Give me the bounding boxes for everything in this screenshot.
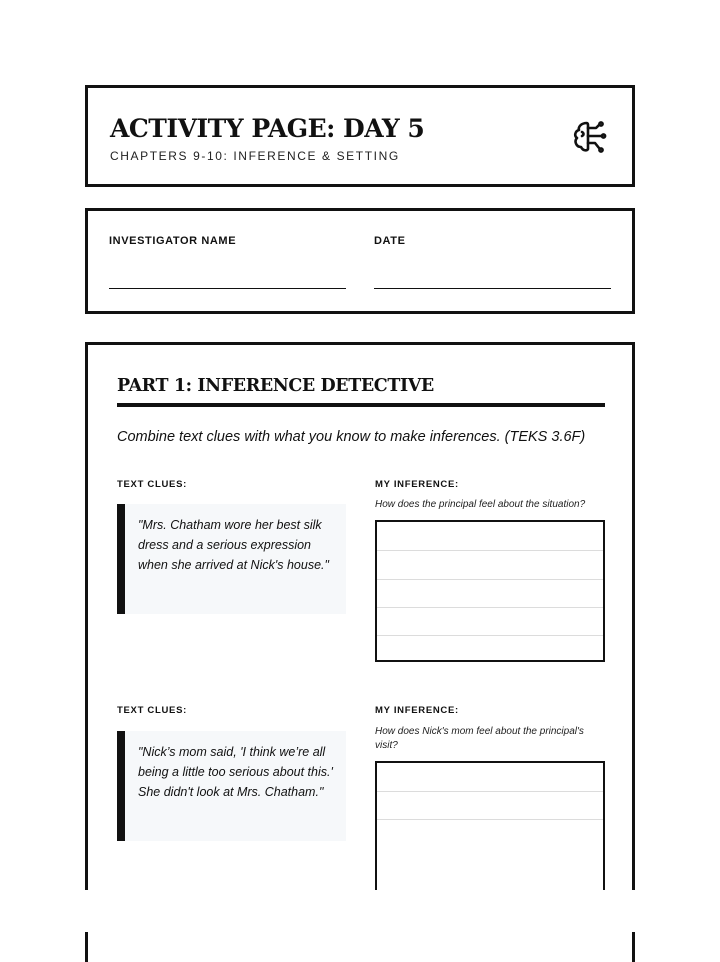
- writing-line: [377, 635, 603, 636]
- page-title: ACTIVITY PAGE: DAY 5: [110, 114, 425, 143]
- part1-card: [85, 342, 635, 962]
- date-label: DATE: [374, 235, 406, 247]
- inference-question: How does Nick's mom feel about the principal's visit?: [375, 726, 584, 751]
- writing-line: [377, 550, 603, 551]
- brain-icon: [572, 119, 608, 155]
- heading-divider: [117, 403, 605, 407]
- investigator-name-label: INVESTIGATOR NAME: [109, 235, 237, 247]
- investigator-name-field[interactable]: [109, 288, 346, 289]
- my-inference-label: MY INFERENCE:: [375, 705, 459, 716]
- writing-line: [377, 579, 603, 580]
- student-info-card: [85, 208, 635, 314]
- text-clue-quote: [117, 731, 346, 841]
- inference-answer-box[interactable]: [375, 520, 605, 662]
- writing-line: [377, 819, 603, 820]
- text-clue-quote: [117, 504, 346, 614]
- writing-line: [377, 791, 603, 792]
- quote-text: "Mrs. Chatham wore her best silk dress and a serious expression when she arrived at Nick's house.": [138, 518, 329, 572]
- text-clues-label: TEXT CLUES:: [117, 705, 187, 716]
- text-clues-label: TEXT CLUES:: [117, 479, 187, 490]
- page-cutoff: [0, 890, 720, 932]
- header-card: [85, 85, 635, 187]
- part1-heading: PART 1: INFERENCE DETECTIVE: [117, 376, 434, 396]
- date-field[interactable]: [374, 288, 611, 289]
- writing-line: [377, 607, 603, 608]
- inference-question: How does the principal feel about the situation?: [375, 499, 586, 510]
- my-inference-label: MY INFERENCE:: [375, 479, 459, 490]
- page-subtitle: CHAPTERS 9-10: INFERENCE & SETTING: [110, 149, 400, 163]
- quote-text: "Nick’s mom said, 'I think we’re all being a little too serious about this.' She didn't look at Mrs. Chatham.": [138, 745, 333, 799]
- part1-instructions: Combine text clues with what you know to make inferences. (TEKS 3.6F): [117, 429, 586, 445]
